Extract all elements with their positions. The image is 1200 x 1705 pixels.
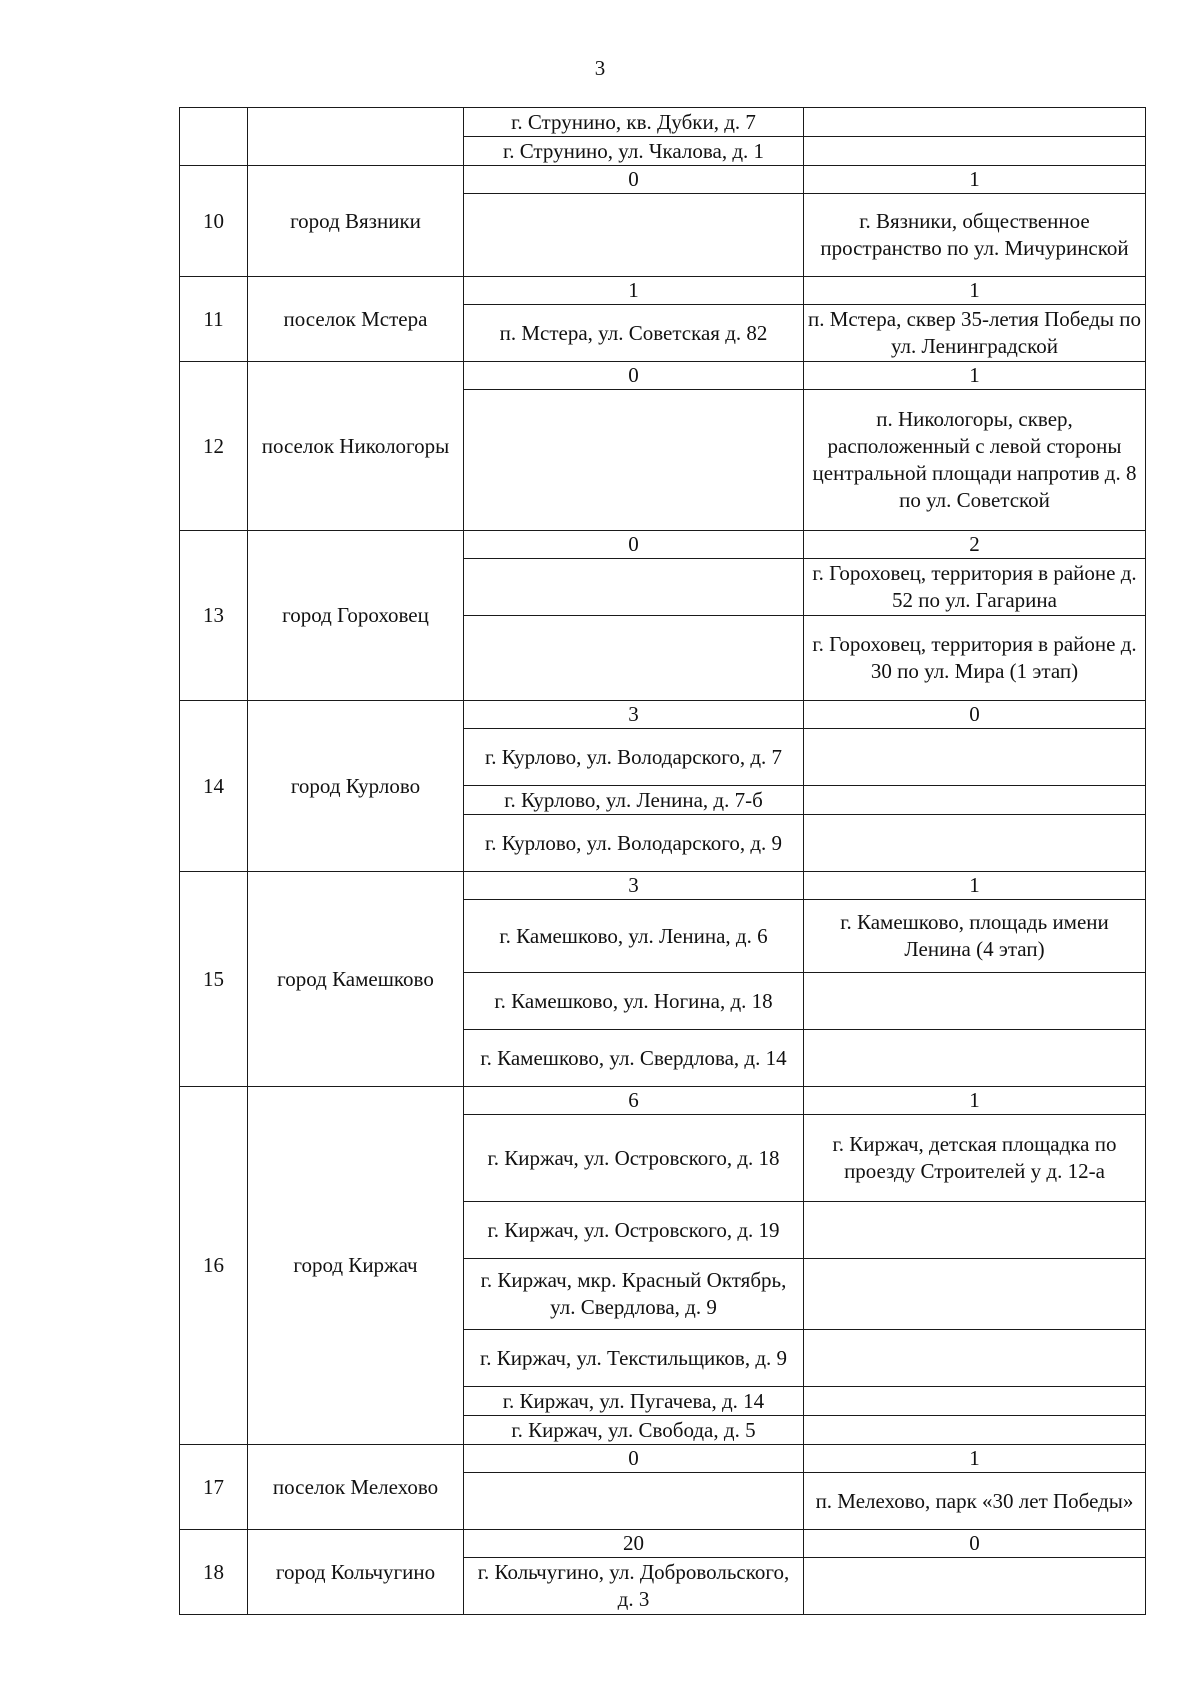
row-number: 11: [180, 277, 248, 362]
courtyard-address: [464, 1473, 804, 1530]
count-row: [180, 872, 1146, 900]
municipality-name: поселок Мстера: [248, 277, 464, 362]
courtyard-address: г. Киржач, мкр. Красный Октябрь, ул. Свердлова, д. 9: [464, 1259, 804, 1330]
count-courtyards: 20: [464, 1530, 804, 1558]
count-public-spaces: 0: [804, 701, 1146, 729]
public-space-address: [804, 973, 1146, 1030]
count-row: [180, 1530, 1146, 1558]
municipality-table: [179, 107, 1146, 1615]
municipality-name: поселок Никологоры: [248, 362, 464, 531]
courtyard-address: г. Струнино, ул. Чкалова, д. 1: [464, 137, 804, 166]
public-space-address: г. Камешково, площадь имени Ленина (4 этап): [804, 900, 1146, 973]
municipality-name: поселок Мелехово: [248, 1445, 464, 1530]
public-space-address: [804, 1416, 1146, 1445]
public-space-address: [804, 1202, 1146, 1259]
courtyard-address: [464, 194, 804, 277]
count-courtyards: 3: [464, 872, 804, 900]
row-number: 17: [180, 1445, 248, 1530]
count-row: [180, 531, 1146, 559]
count-row: [180, 166, 1146, 194]
count-courtyards: 0: [464, 531, 804, 559]
public-space-address: [804, 729, 1146, 786]
row-number: 16: [180, 1087, 248, 1445]
public-space-address: [804, 1030, 1146, 1087]
count-public-spaces: 0: [804, 1530, 1146, 1558]
page-number: 3: [594, 56, 606, 80]
municipality-name: город Кольчугино: [248, 1530, 464, 1615]
courtyard-address: г. Киржач, ул. Свобода, д. 5: [464, 1416, 804, 1445]
public-space-address: п. Никологоры, сквер, расположенный с левой стороны центральной площади напротив д. 8 по ул. Советской: [804, 390, 1146, 531]
courtyard-address: п. Мстера, ул. Советская д. 82: [464, 305, 804, 362]
courtyard-address: [464, 390, 804, 531]
count-courtyards: 0: [464, 1445, 804, 1473]
courtyard-address: г. Киржач, ул. Пугачева, д. 14: [464, 1387, 804, 1416]
count-courtyards: 3: [464, 701, 804, 729]
count-courtyards: 1: [464, 277, 804, 305]
courtyard-address: [464, 559, 804, 616]
municipality-name: город Вязники: [248, 166, 464, 277]
count-courtyards: 0: [464, 166, 804, 194]
courtyard-address: г. Струнино, кв. Дубки, д. 7: [464, 108, 804, 137]
row-number: 10: [180, 166, 248, 277]
count-public-spaces: 1: [804, 362, 1146, 390]
municipality-name: город Киржач: [248, 1087, 464, 1445]
count-public-spaces: 1: [804, 1445, 1146, 1473]
public-space-address: г. Гороховец, территория в районе д. 30 по ул. Мира (1 этап): [804, 616, 1146, 701]
count-row: [180, 277, 1146, 305]
row-number: 13: [180, 531, 248, 701]
count-row: [180, 701, 1146, 729]
public-space-address: [804, 815, 1146, 872]
municipality-name: [248, 108, 464, 166]
count-public-spaces: 1: [804, 166, 1146, 194]
public-space-address: г. Гороховец, территория в районе д. 52 по ул. Гагарина: [804, 559, 1146, 616]
public-space-address: [804, 1330, 1146, 1387]
row-number: 18: [180, 1530, 248, 1615]
row-number: [180, 108, 248, 166]
count-public-spaces: 1: [804, 1087, 1146, 1115]
row-number: 12: [180, 362, 248, 531]
public-space-address: [804, 137, 1146, 166]
public-space-address: г. Вязники, общественное пространство по ул. Мичуринской: [804, 194, 1146, 277]
public-space-address: г. Киржач, детская площадка по проезду Строителей у д. 12-а: [804, 1115, 1146, 1202]
public-space-address: [804, 1558, 1146, 1615]
count-row: [180, 1445, 1146, 1473]
courtyard-address: [464, 616, 804, 701]
municipality-name: город Камешково: [248, 872, 464, 1087]
courtyard-address: г. Курлово, ул. Володарского, д. 9: [464, 815, 804, 872]
count-public-spaces: 1: [804, 872, 1146, 900]
public-space-address: [804, 1387, 1146, 1416]
public-space-address: [804, 786, 1146, 815]
courtyard-address: г. Кольчугино, ул. Добровольского, д. 3: [464, 1558, 804, 1615]
public-space-address: п. Мстера, сквер 35-летия Победы по ул. Ленинградской: [804, 305, 1146, 362]
courtyard-address: г. Киржач, ул. Островского, д. 18: [464, 1115, 804, 1202]
courtyard-address: г. Камешково, ул. Ленина, д. 6: [464, 900, 804, 973]
count-courtyards: 6: [464, 1087, 804, 1115]
courtyard-address: г. Курлово, ул. Володарского, д. 7: [464, 729, 804, 786]
courtyard-address: г. Камешково, ул. Свердлова, д. 14: [464, 1030, 804, 1087]
row-number: 15: [180, 872, 248, 1087]
count-row: [180, 362, 1146, 390]
courtyard-address: г. Киржач, ул. Текстильщиков, д. 9: [464, 1330, 804, 1387]
courtyard-address: г. Киржач, ул. Островского, д. 19: [464, 1202, 804, 1259]
public-space-address: п. Мелехово, парк «30 лет Победы»: [804, 1473, 1146, 1530]
table-body: [180, 108, 1146, 1615]
table-row: [180, 108, 1146, 137]
public-space-address: [804, 108, 1146, 137]
count-courtyards: 0: [464, 362, 804, 390]
row-number: 14: [180, 701, 248, 872]
public-space-address: [804, 1259, 1146, 1330]
count-row: [180, 1087, 1146, 1115]
courtyard-address: г. Курлово, ул. Ленина, д. 7-б: [464, 786, 804, 815]
count-public-spaces: 2: [804, 531, 1146, 559]
municipality-name: город Курлово: [248, 701, 464, 872]
municipality-name: город Гороховец: [248, 531, 464, 701]
count-public-spaces: 1: [804, 277, 1146, 305]
courtyard-address: г. Камешково, ул. Ногина, д. 18: [464, 973, 804, 1030]
